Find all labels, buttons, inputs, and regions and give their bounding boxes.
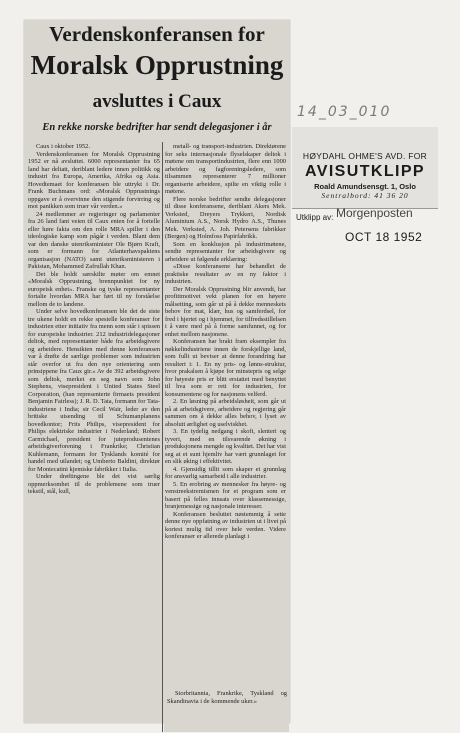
- article-paragraph: 4. Gjensidig tillit som skaper et grunnlag for ansvarlig samarbeid i alle industrier.: [165, 465, 286, 480]
- article-paragraph: Der Moralsk Opprustning blir anvendt, har profittmotivet vekt planen for en høyere målsetting, som går ut på å dekke menneskets behov for mat, klær, hus og samferdsel, for fred i hjertet og i hjemmet, for tilfredsstillelsen i å være med på å forme samfunnet, og for enhet mellom nasjonene.: [165, 285, 286, 338]
- article-paragraph: Caux i oktober 1952.: [36, 143, 90, 150]
- article-paragraph: Verdenskonferansen for Moralsk Opprustning 1952 er nå avsluttet. 6000 representanter fra 65 land har deltatt, deriblant ledere innen politikk og industri fra Europa, Amerika, Afrika og Asia. Hovedtemaet for konferansen ble uttrykt i Dr. Frank Buchmans ord: «Moralsk Opprustnings oppgave er å overvinne den stigende forvirring og mot panikken som truer vår verden.»: [28, 150, 160, 210]
- article-paragraph: Under selve hovedkonferansen ble det de siste tre ukene holdt en rekke spesielle konferanser for industrien etter initiativ fra menn som står i spissen for europeiske industrier. 212 industridelegasjoner deltok, med representanter både fra arbeidsgivere og arbeidere. Hensikten med denne konferansen var å drøfte de særlige problemer som industrien står overfor ut fra den nye orientering som prinsippene fra Caux gir.» Av de 392 arbeidsgivere som deltok, merket en seg navn som John Stephens, visepresident i United States Steel Corporation, (han representerte firmaets president Benjamin Fairless); J. R. D. Tata, formann for Tata-industriene i India; sir Cecil Wair, leder av den britiske utsending til Schumanplanens hovedkontor; Frits Philips, visepresident for Philips elektriske industrier i Nederland; Robert Carmichael, president for juteprodusentenes arbeidsgiverforening i Frankrike; Christian Kuhlemann, formann for Tysklands komité for handel med utlandet; og Umberto Baldini, direktør for Montecatini kjemiske fabrikker i Italia.: [28, 308, 160, 473]
- article-paragraph: «Disse konferansene har behandlet de praktiske resultater av en ny faktor i industrien.: [165, 263, 286, 285]
- stamp-header: [292, 127, 438, 208]
- subheadline: En rekke norske bedrifter har sendt delegasjoner i år: [42, 122, 272, 133]
- article-column-left: [28, 143, 160, 688]
- article-paragraph: Det ble holdt særskilte møter om emnet «Moralsk Opprustning, brennpunktet for ny europeisk enhet». Franske og tyske representanter fortalte hvordan MRA har ført til ny forståelse mellom de to landene.: [28, 270, 160, 308]
- article-paragraph: Konferansen har brakt fram eksempler fra nøkkelindustriene innen de forskjellige land, som fullt ut beviser at denne forandring har resultert i: 1. En ny pris- og lønns-struktur, hvor prakalsen å kjøpe for minstepris og selge for høyeste pris er blitt erstattet med benyttet til hva som er rett for industrien, for konsumentene og for nasjonens velferd.: [165, 338, 286, 398]
- column-divider: [162, 142, 163, 732]
- article-column-bottom: [167, 690, 287, 730]
- article-paragraph: Konferansen besluttet nøstemmig å sette denne nye oppfatning av industrien ut i livet på kortest mulig tid over hele verden. Videre konferanser er allerede planlagt i: [165, 510, 286, 540]
- article-paragraph: 5. En erobring av mennesker fra høyre- og venstreekstremismen for et program som er basert på felles innsats over klassemessige, branjemessige og nasjonale interesser.: [165, 480, 286, 510]
- article-paragraph: 24 medlemmer av regjeringer og parlamenter fra 26 land fant veien til Caux enten for å fortelle eller høre fakta om den rolle MRA spiller i den ideologiske kamp som pågår i verden. Blant dem var den danske utenriksminister Ole Bjørn Kraft, som er formann for Atlanterhavspaktens organisasjon (NATO) samt utenriksministeren i Pakistan, Mohammed Zafrullah Khan.: [28, 210, 160, 270]
- headline-line-2: Moralsk Opprustning: [30, 50, 284, 80]
- stamp-brand: AVISUTKLIPP: [304, 163, 425, 180]
- clipping-date: OCT 18 1952: [345, 230, 423, 244]
- handwritten-archive-number: 14_03_010: [297, 104, 392, 120]
- stamp-address: Roald Amundsensgt. 1, Oslo: [314, 182, 416, 191]
- stamp-firm: HØYDAHL OHME'S AVD. FOR: [302, 151, 428, 161]
- article-paragraph: Under drøftingene ble det vist særlig oppmerksomhet til de problemene som truer tekstil, stål, kull,: [28, 473, 160, 495]
- article-paragraph: 2. En løsning på arbeidsløsheit, som går ut på at arbeidsgivere, arbeidere og regjering går sammen om å dekke alles behov, i lyset av absolutt ærlighet og uselviskhet.: [165, 398, 286, 428]
- newspaper-name: Morgenposten: [336, 206, 413, 220]
- article-column-right: [165, 143, 286, 688]
- article-paragraph: Flere norske bedrifter sendte delegasjoner til disse konferansene, deriblant Akers Mek. Verksted, Dreyers Trykkeri, Nordisk Aluminium A.S., Norsk Hydro A.S., Thunes Mek. Verksted, A. Joh. Petersens fabrikker (Bergen) og Holmfoss Papirfabrikk.: [165, 195, 286, 240]
- headline-line-1: Verdenskonferansen for: [49, 22, 265, 46]
- clipped-from-label: Utklipp av:: [296, 213, 334, 222]
- stamp-phone: Sentralbord: 41 36 20: [321, 191, 409, 200]
- article-paragraph: metall- og transport-industrien. Direktørene for seks internasjonale flyselskaper deltok i møtene om transportindustrien, flere enn 1000 arbeidere og fagforeningsledere, som tilsammen representerer 7 millioner organiserte arbeidere, spilte en viktig rolle i møtene.: [165, 143, 286, 195]
- article-paragraph: Storbritannia, Frankrike, Tyskland og Skandinavia i de kommende uker.»: [167, 690, 287, 705]
- headline-line-3: avsluttes i Caux: [92, 91, 222, 112]
- article-paragraph: Som en konklusjon på industrimøtene, sendte representanter for arbeidsgivere og arbeidere ut følgende erklæring:: [165, 240, 286, 263]
- article-paragraph: 3. En tydelig nedgang i skoft, slenteri og tyveri, med en tilsvarende økning i produksjonens mengde og kvalitet. Det har vist seg at et sunt hjemliv har vært grunnlaget for en slik øking i effektivitet.: [165, 428, 286, 465]
